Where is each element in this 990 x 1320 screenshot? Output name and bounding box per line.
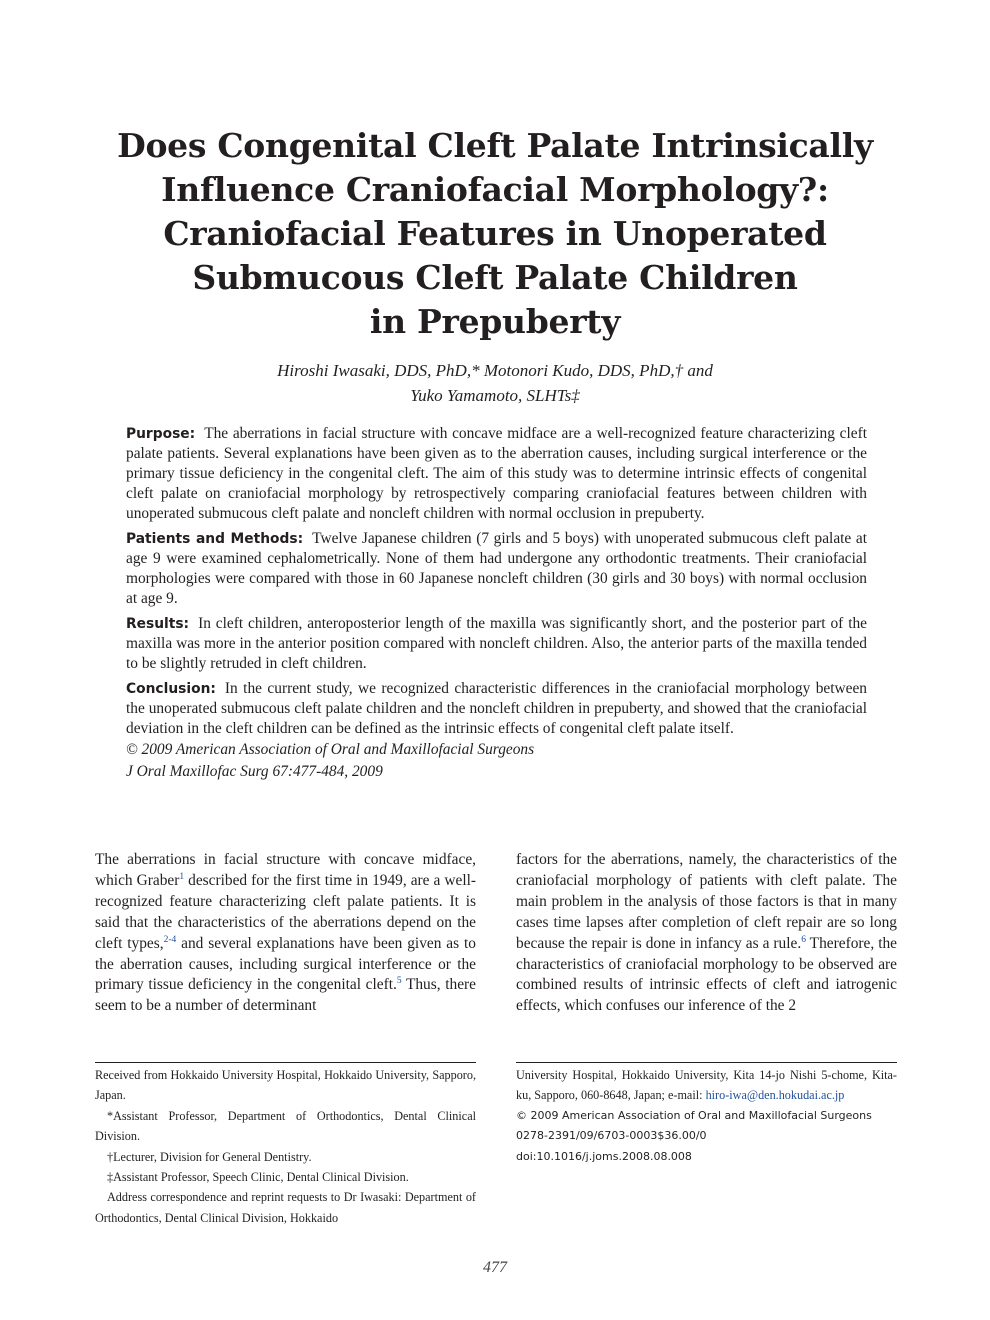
body-column-left bbox=[95, 850, 476, 1017]
author-affiliation: ‡Assistant Professor, Speech Clinic, Dental Clinical Division. bbox=[107, 1170, 409, 1185]
author-affiliation: †Lecturer, Division for General Dentistry. bbox=[107, 1149, 312, 1164]
authors-line-2: Yuko Yamamoto, SLHTs‡ bbox=[410, 386, 580, 405]
conclusion-text: In the current study, we recognized characteristic differences in the craniofacial morphology between the unoperated submucous cleft palate children and the noncleft children in prepuberty, and showed that the craniofacial deviation in the cleft children can be defined as the intrinsic effects of congenital cleft palate itself. bbox=[126, 680, 867, 737]
abstract-methods bbox=[126, 529, 867, 609]
address-text: University Hospital, Hokkaido University, Kita 14-jo Nishi 5-chome, Kita-ku, Sapporo, 060-8648, Japan; e-mail: bbox=[516, 1068, 897, 1103]
body-text: and several explanations have been given as to the aberration causes, including surgical interference or the primary tissue deficiency in the congenital cleft. bbox=[95, 934, 476, 994]
article-title bbox=[95, 124, 895, 344]
abstract-results bbox=[126, 614, 867, 674]
results-text: In cleft children, anteroposterior length of the maxilla was significantly short, and the posterior part of the maxilla was more in the anterior position compared with noncleft children. Also, the anterior parts of the maxilla tended to be slightly retruded in cleft children. bbox=[126, 615, 867, 672]
correspondence-note: Address correspondence and reprint requests to Dr Iwasaki: Department of Orthodontics, Dental Clinical Division, Hokkaido bbox=[95, 1190, 476, 1225]
footnote-divider bbox=[95, 1062, 476, 1063]
received-note: Received from Hokkaido University Hospital, Hokkaido University, Sapporo, Japan. bbox=[95, 1068, 476, 1103]
reference-link[interactable]: 6 bbox=[801, 934, 806, 945]
body-text: Thus, there seem to be a number of determinant bbox=[95, 976, 477, 1015]
footnotes-right bbox=[516, 1065, 897, 1167]
methods-label: Patients and Methods: bbox=[126, 531, 304, 547]
abstract-conclusion bbox=[126, 679, 867, 739]
authors-line-1: Hiroshi Iwasaki, DDS, PhD,* Motonori Kudo, DDS, PhD,† and bbox=[277, 361, 713, 380]
correspondence-note-cont bbox=[516, 1065, 897, 1106]
title-line: Craniofacial Features in Unoperated bbox=[163, 214, 827, 253]
footnote-divider bbox=[516, 1062, 897, 1063]
title-line: Does Congenital Cleft Palate Intrinsically bbox=[117, 126, 873, 165]
footnotes-left bbox=[95, 1065, 476, 1228]
footer-copyright: © 2009 American Association of Oral and Maxillofacial Surgeons bbox=[516, 1108, 872, 1122]
page-number: 477 bbox=[483, 1259, 507, 1276]
reference-link[interactable]: 5 bbox=[396, 976, 402, 987]
author-affiliation: *Assistant Professor, Department of Orthodontics, Dental Clinical Division. bbox=[95, 1108, 476, 1144]
body-text: Therefore, the characteristics of craniofacial morphology to be observed are combined results of intrinsic effects of cleft and iatrogenic effects, which confuses our inference of the 2 bbox=[516, 934, 898, 1015]
title-line: Influence Craniofacial Morphology?: bbox=[161, 170, 829, 209]
doi: doi:10.1016/j.joms.2008.08.008 bbox=[516, 1149, 692, 1163]
reference-link[interactable]: 1 bbox=[179, 871, 185, 882]
body-column-right bbox=[516, 850, 897, 1017]
purpose-label: Purpose: bbox=[126, 426, 196, 442]
abstract-purpose bbox=[126, 424, 867, 524]
author-list bbox=[95, 358, 895, 408]
email-link[interactable]: hiro-iwa@den.hokudai.ac.jp bbox=[705, 1088, 845, 1103]
results-label: Results: bbox=[126, 616, 190, 632]
methods-text: Twelve Japanese children (7 girls and 5 boys) with unoperated submucous cleft palate at age 9 were examined cephalometrically. None of them had undergone any orthodontic treatments. Their craniofacial morphologies were compared with those in 60 Japanese noncleft children (30 girls and 30 boys) with normal occlusion at age 9. bbox=[126, 530, 867, 607]
conclusion-label: Conclusion: bbox=[126, 681, 216, 697]
body-text: described for the first time in 1949, are a well-recognized feature characterizing cleft palate patients. It is said that the characteristics of the aberrations depend on the cleft types, bbox=[95, 871, 476, 952]
body-text: The aberrations in facial structure with concave midface, which Graber bbox=[95, 851, 476, 889]
purpose-text: The aberrations in facial structure with concave midface are a well-recognized feature characterizing cleft palate patients. Several explanations have been given as to the aberration causes, including surgical interference or the primary tissue deficiency in the congenital cleft. The aim of this study was to determine intrinsic effects of congenital cleft palate on craniofacial morphology by retrospectively comparing craniofacial features between children with unoperated submucous cleft palate and noncleft children with normal occlusion in prepuberty. bbox=[126, 425, 867, 522]
journal-citation: J Oral Maxillofac Surg 67:477-484, 2009 bbox=[126, 763, 383, 780]
body-text: factors for the aberrations, namely, the characteristics of the craniofacial morphology of patients with cleft palate. The main problem in the analysis of those factors is that in many cases time lapses after completion of cleft repair are so long because the repair is done in infancy as a rule. bbox=[516, 851, 897, 952]
issn: 0278-2391/09/6703-0003$36.00/0 bbox=[516, 1129, 707, 1143]
title-line: in Prepuberty bbox=[369, 302, 621, 341]
title-line: Submucous Cleft Palate Children bbox=[192, 258, 798, 297]
abstract bbox=[126, 424, 867, 783]
reference-link[interactable]: 2-4 bbox=[163, 934, 177, 945]
abstract-copyright: © 2009 American Association of Oral and Maxillofacial Surgeons bbox=[126, 741, 535, 758]
